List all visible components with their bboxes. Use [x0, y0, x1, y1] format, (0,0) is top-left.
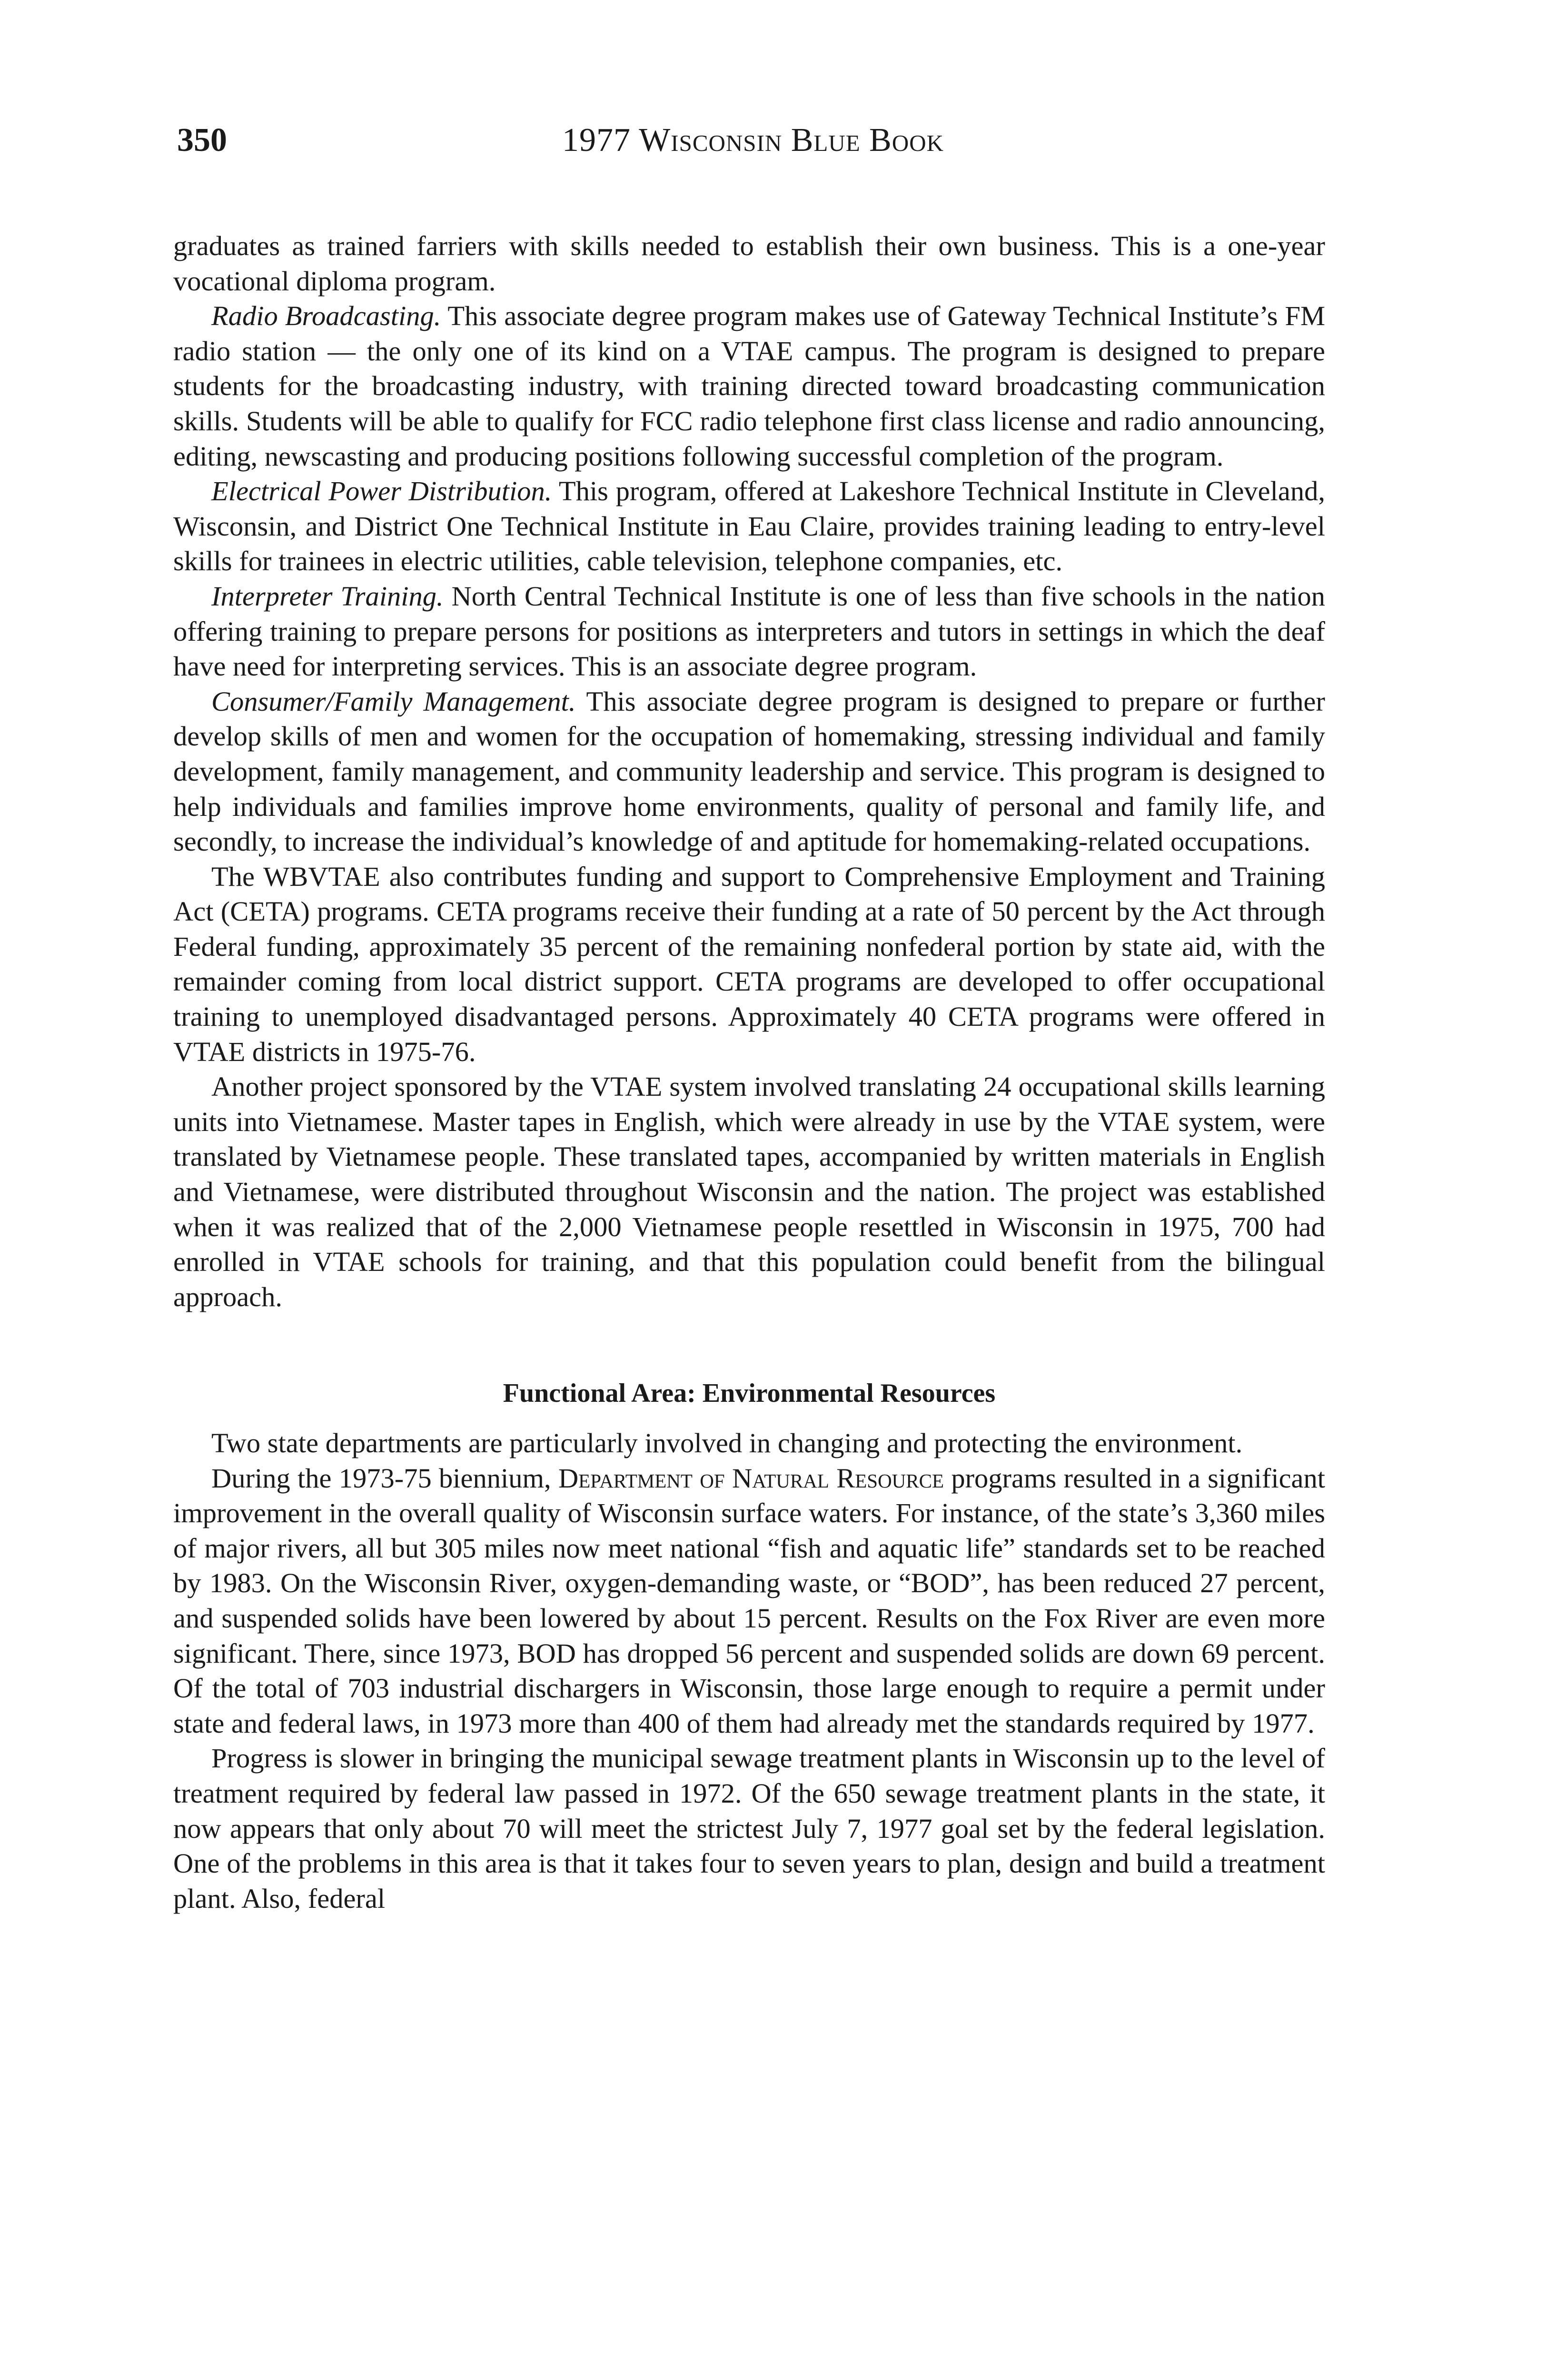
paragraph-text: This associate degree program is designed to prepare or further develop skills of men and women for the occupation of homemaking, stressing individual and family development, family management, and community leadership and service. This program is designed to help individuals and families improve home environments, quality of personal and family life, and secondly, to increase the individual’s knowledge of and aptitude for homemaking-related occupations.: [173, 685, 1325, 857]
paragraph-two-departments: Two state departments are particularly involved in changing and protecting the environment.: [211, 1428, 1243, 1458]
paragraph-vietnamese-project: Another project sponsored by the VTAE system involved translating 24 occupational skills learning units into Vietnamese. Master tapes in English, which were already in use by the VTAE system, were translated by Vietnamese people. These translated tapes, accompanied by written materials in English and Vietnamese, were distributed throughout Wisconsin and the nation. The project was established when it was realized that of the 2,000 Vietnamese people resettled in Wisconsin in 1975, 700 had enrolled in VTAE schools for training, and that this population could benefit from the bilingual approach.: [173, 1071, 1325, 1312]
run-in-heading-consumer: Consumer/Family Management.: [211, 685, 576, 717]
paragraph-text: This program, offered at Lakeshore Technical Institute in Cleveland, Wisconsin, and District One Technical Institute in Eau Claire, provides training leading to entry-level skills for trainees in electric utilities, cable television, telephone companies, etc.: [173, 476, 1325, 577]
paragraph-wbvtae-ceta: The WBVTAE also contributes funding and support to Comprehensive Employment and Training Act (CETA) programs. CETA programs receive their funding at a rate of 50 percent by the Act through Federal funding, approximately 35 percent of the remaining nonfederal portion by state aid, with the remainder coming from local district support. CETA programs are developed to offer occupational training to unemployed disadvantaged persons. Approximately 40 CETA programs were offered in VTAE districts in 1975-76.: [173, 861, 1325, 1067]
paragraph-radio-broadcasting: [173, 298, 1325, 474]
run-in-heading-radio: Radio Broadcasting.: [211, 300, 441, 332]
paragraph-electrical-power: [173, 474, 1325, 579]
page-number: 350: [177, 122, 227, 159]
run-in-heading-electrical: Electrical Power Distribution.: [211, 476, 552, 507]
paragraph-interpreter-training: [173, 579, 1325, 684]
paragraph-text: programs resulted in a significant improvement in the overall quality of Wisconsin surface waters. For instance, of the state’s 3,360 miles of major rivers, all but 305 miles now meet national “fish and aquatic life” standards set to be reached by 1983. On the Wisconsin River, oxygen-demanding waste, or “BOD”, has been reduced 27 percent, and suspended solids have been lowered by about 15 percent. Results on the Fox River are even more significant. There, since 1973, BOD has dropped 56 percent and suspended solids are down 69 percent. Of the total of 703 industrial dischargers in Wisconsin, those large enough to require a permit under state and federal laws, in 1973 more than 400 of them had already met the standards required by 1977.: [173, 1462, 1326, 1739]
department-name: Department of Natural Resource: [558, 1462, 944, 1494]
body-text: [173, 228, 1325, 1916]
paragraph-text: North Central Technical Institute is one of less than five schools in the nation offering training to prepare persons for positions as interpreters and tutors in settings in which the deaf have need for interpreting services. This is an associate degree program.: [173, 580, 1325, 682]
paragraph-farriers-continuation: graduates as trained farriers with skills needed to establish their own business. This is a one-year vocational diploma program.: [173, 230, 1325, 297]
running-title: 1977 Wisconsin Blue Book: [562, 122, 944, 159]
paragraph-consumer-family: [173, 684, 1325, 859]
paragraph-dnr: [173, 1461, 1325, 1741]
paragraph-text: During the 1973-75 biennium,: [211, 1462, 558, 1494]
run-in-heading-interpreter: Interpreter Training.: [211, 580, 444, 612]
section-heading: Functional Area: Environmental Resources: [503, 1378, 996, 1408]
paragraph-text: This associate degree program makes use of Gateway Technical Institute’s FM radio station — the only one of its kind on a VTAE campus. The program is designed to prepare students for the broadcasting industry, with training directed toward broadcasting communication skills. Students will be able to qualify for FCC radio telephone first class license and radio announcing, editing, newscasting and producing positions following successful completion of the program.: [173, 300, 1325, 472]
page-header: [177, 114, 1329, 167]
paragraph-sewage-treatment: Progress is slower in bringing the municipal sewage treatment plants in Wisconsin up to the level of treatment required by federal law passed in 1972. Of the 650 sewage treatment plants in the state, it now appears that only about 70 will meet the strictest July 7, 1977 goal set by the federal legislation. One of the problems in this area is that it takes four to seven years to plan, design and build a treatment plant. Also, federal: [173, 1743, 1325, 1914]
